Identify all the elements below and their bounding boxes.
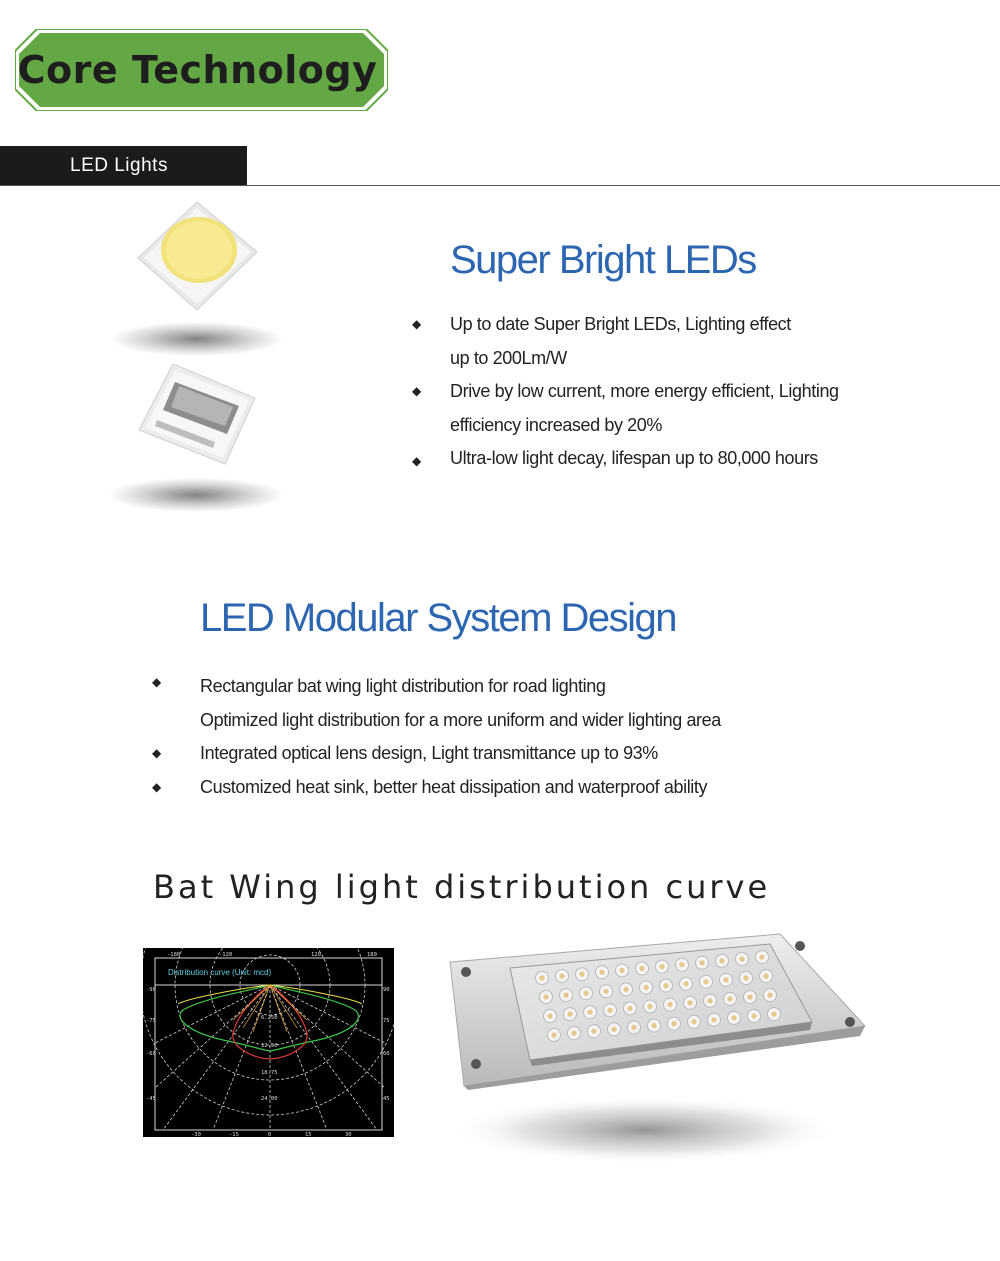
list-item-text: Drive by low current, more energy efficient, Lighting (450, 381, 839, 401)
tick-label: 15 (305, 1132, 312, 1137)
led-emitter (539, 975, 544, 980)
led-emitter (771, 1012, 776, 1017)
tick-label: -30 (191, 1132, 201, 1137)
led-emitter (607, 1008, 612, 1013)
tick-label: 30 (345, 1132, 352, 1137)
ring-label: 18.75 (261, 1070, 278, 1076)
led-emitter (619, 968, 624, 973)
ring-label: 24.00 (261, 1096, 278, 1102)
section-bar (0, 146, 247, 186)
tick-label: -15 (229, 1132, 239, 1137)
curve-section-title: Bat Wing light distribution curve (153, 868, 771, 906)
led-emitter (623, 987, 628, 992)
led-emitter (739, 956, 744, 961)
led-emitter (711, 1017, 716, 1022)
led-emitter (687, 1000, 692, 1005)
led-emitter (703, 979, 708, 984)
led-emitter (639, 966, 644, 971)
led-emitter (651, 1023, 656, 1028)
led-emitter (683, 981, 688, 986)
list-item-text-cont: efficiency increased by 20% (450, 414, 662, 435)
led-emitter (543, 994, 548, 999)
led-emitter (579, 972, 584, 977)
led-emitter (567, 1012, 572, 1017)
led-shadow (112, 322, 282, 356)
led-emitter (603, 989, 608, 994)
section-label: LED Lights (70, 155, 168, 176)
led-emitter (751, 1013, 756, 1018)
list-item-text-cont: up to 200Lm/W (450, 347, 567, 368)
led-emitter (731, 1015, 736, 1020)
distribution-curve-chart (143, 948, 394, 1137)
super-bright-list (412, 308, 920, 476)
modular-heading: LED Modular System Design (200, 596, 677, 640)
led-emitter (691, 1019, 696, 1024)
tick-label: 60 (383, 1051, 390, 1057)
led-emitter (643, 985, 648, 990)
list-item-text: Integrated optical lens design, Light transmittance up to 93% (200, 743, 658, 763)
tick-label: 75 (383, 1018, 390, 1024)
led-emitter (699, 960, 704, 965)
led-emitter (747, 994, 752, 999)
tick-label: 0 (268, 1132, 272, 1137)
led-emitter (647, 1004, 652, 1009)
tick-label: -60 (146, 1051, 156, 1057)
led-emitter (743, 975, 748, 980)
tick-label: -75 (146, 1018, 156, 1024)
list-item (152, 771, 820, 805)
diamond-bullet-icon: ◆ (152, 746, 161, 760)
tick-label: 120 (311, 952, 321, 958)
led-emitter (587, 1010, 592, 1015)
list-item (152, 737, 820, 771)
polar-plot (143, 948, 394, 1137)
ring-label: 12.50 (261, 1043, 278, 1049)
led-emitter (759, 955, 764, 960)
list-item (412, 375, 920, 442)
led-emitter (663, 983, 668, 988)
list-item (412, 308, 920, 375)
led-module-image (440, 930, 870, 1170)
list-item (152, 670, 820, 737)
diamond-bullet-icon: ◆ (152, 779, 161, 794)
led-emitter (667, 1002, 672, 1007)
led-chip-round-image (135, 200, 260, 312)
led-emitter (611, 1027, 616, 1032)
led-emitter (591, 1029, 596, 1034)
chart-title: Distribution curve (Unit: mcd) (168, 968, 272, 977)
list-item-text: Up to date Super Bright LEDs, Lighting effect (450, 314, 791, 334)
diamond-bullet-icon: ◆ (412, 454, 421, 468)
tick-label: 180 (367, 952, 377, 958)
core-technology-badge (15, 29, 388, 111)
led-emitter (551, 1032, 556, 1037)
led-emitter (659, 964, 664, 969)
led-emitter (563, 993, 568, 998)
tick-label: -90 (146, 987, 156, 993)
led-emitter (583, 991, 588, 996)
page-title: Core Technology (17, 48, 378, 92)
tick-label: -45 (146, 1096, 156, 1102)
diamond-bullet-icon: ◆ (152, 675, 161, 689)
led-emitter (627, 1006, 632, 1011)
diamond-bullet-icon: ◆ (412, 317, 421, 331)
tick-label: -180 (167, 952, 181, 958)
tick-label: 45 (383, 1096, 390, 1102)
led-emitter (719, 958, 724, 963)
led-emitter (723, 977, 728, 982)
list-item (412, 442, 920, 476)
led-shadow (110, 478, 282, 512)
super-bright-heading: Super Bright LEDs (450, 238, 756, 282)
section-divider (0, 185, 1000, 186)
diamond-bullet-icon: ◆ (412, 384, 421, 398)
led-emitter (631, 1025, 636, 1030)
modular-list (152, 670, 820, 804)
led-emitter (547, 1013, 552, 1018)
tick-label: 90 (383, 987, 390, 993)
list-item-text: Ultra-low light decay, lifespan up to 80,000 hours (450, 448, 818, 468)
led-emitter (727, 996, 732, 1001)
list-item-text: Customized heat sink, better heat dissipation and waterproof ability (200, 776, 708, 797)
list-item-text-cont: Optimized light distribution for a more uniform and wider lighting area (200, 709, 721, 730)
led-emitter (767, 993, 772, 998)
led-emitter (571, 1031, 576, 1036)
led-emitter (707, 998, 712, 1003)
ring-label: 6.250 (261, 1015, 278, 1021)
tick-label: -120 (219, 952, 233, 958)
led-emitter (763, 974, 768, 979)
led-emitter (679, 962, 684, 967)
led-emitter (559, 974, 564, 979)
led-emitter (599, 970, 604, 975)
list-item-text: Rectangular bat wing light distribution for road lighting (200, 676, 606, 696)
led-chip-rect-image (135, 362, 260, 467)
led-emitter (671, 1021, 676, 1026)
